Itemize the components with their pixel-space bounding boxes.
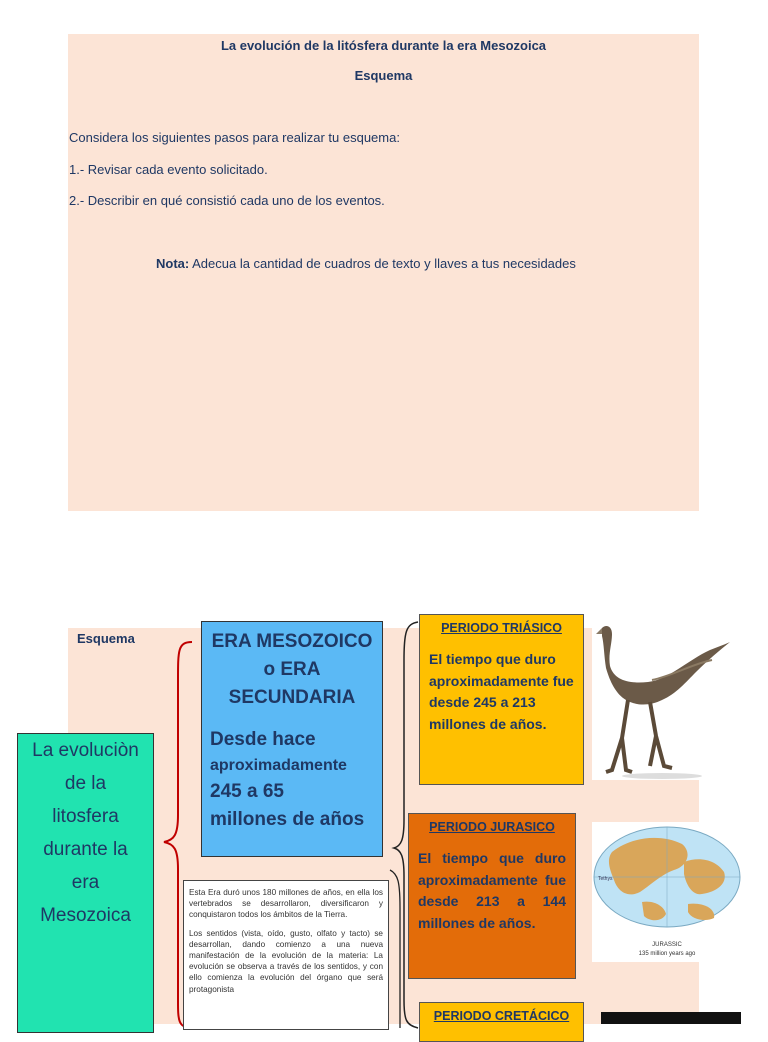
brace-desc	[388, 868, 408, 1028]
main-topic-line: litosfera	[52, 806, 119, 827]
era-box	[201, 621, 383, 857]
main-topic-line: durante la	[43, 839, 128, 860]
era-unit: millones de años	[210, 809, 365, 830]
main-topic-line: era	[71, 872, 100, 893]
jurassic-map-image	[592, 822, 742, 962]
instruction-step-2: 2.- Describir en qué consistió cada uno de los eventos.	[69, 193, 385, 208]
cretaceous-image	[601, 1012, 741, 1024]
main-topic-line: Mesozoica	[40, 905, 131, 926]
note-text: Adecua la cantidad de cuadros de texto y llaves a tus necesidades	[189, 256, 576, 271]
era-range: 245 a 65	[210, 781, 284, 802]
period-triassic-text: El tiempo que duro aproximadamente fue desde 245 a 213 millones de años.	[429, 651, 574, 732]
period-jurassic-title: PERIODO JURASICO	[429, 820, 555, 834]
page-title: La evolución de la litósfera durante la era Mesozoica	[220, 38, 547, 53]
dinosaur-image	[592, 620, 732, 780]
period-jurassic-box	[408, 813, 576, 979]
description-paragraph: Los sentidos (vista, oído, gusto, olfato y tacto) se desarrollan, dando comienzo a una nueva manifestación de la evolución de la materia: La evolución se observa a través de los sentidos, y con ello comienza la evolución del órgano que será protagonista	[189, 928, 383, 994]
period-triassic-box	[419, 614, 584, 785]
period-cretaceous-box	[419, 1002, 584, 1042]
note-label: Nota:	[156, 256, 190, 271]
instructions-panel	[68, 34, 699, 511]
map-caption-date: 135 million years ago	[638, 951, 696, 957]
period-triassic-title: PERIODO TRIÁSICO	[441, 621, 562, 635]
main-topic-line: de la	[64, 773, 107, 794]
era-approx: aproximadamente	[210, 757, 347, 774]
era-title-line: o ERA	[263, 659, 321, 680]
main-topic-line: La evoluciòn	[32, 740, 139, 761]
page-subtitle: Esquema	[354, 68, 413, 83]
period-jurassic-text: El tiempo que duro aproximadamente fue desde 213 a 144 millones de años.	[418, 850, 566, 931]
description-box	[183, 880, 389, 1030]
era-title-line: ERA MESOZOICO	[211, 631, 373, 652]
era-since: Desde hace	[210, 729, 316, 750]
description-paragraph: Esta Era duró unos 180 millones de años, en ella los vertebrados se desarrollaron, diversificaron y conquistaron todos los ámbitos de la Tierra.	[189, 888, 383, 920]
era-title-line: SECUNDARIA	[228, 687, 356, 708]
map-label-tethys: Tethys	[598, 876, 613, 882]
main-topic-box	[17, 733, 154, 1033]
note	[156, 256, 576, 271]
instructions-intro: Considera los siguientes pasos para realizar tu esquema:	[69, 130, 400, 145]
instruction-step-1: 1.- Revisar cada evento solicitado.	[69, 162, 268, 177]
scheme-label: Esquema	[77, 631, 135, 646]
period-cretaceous-title: PERIODO CRETÁCICO	[433, 1009, 570, 1023]
map-caption-title: JURASSIC	[652, 942, 682, 948]
